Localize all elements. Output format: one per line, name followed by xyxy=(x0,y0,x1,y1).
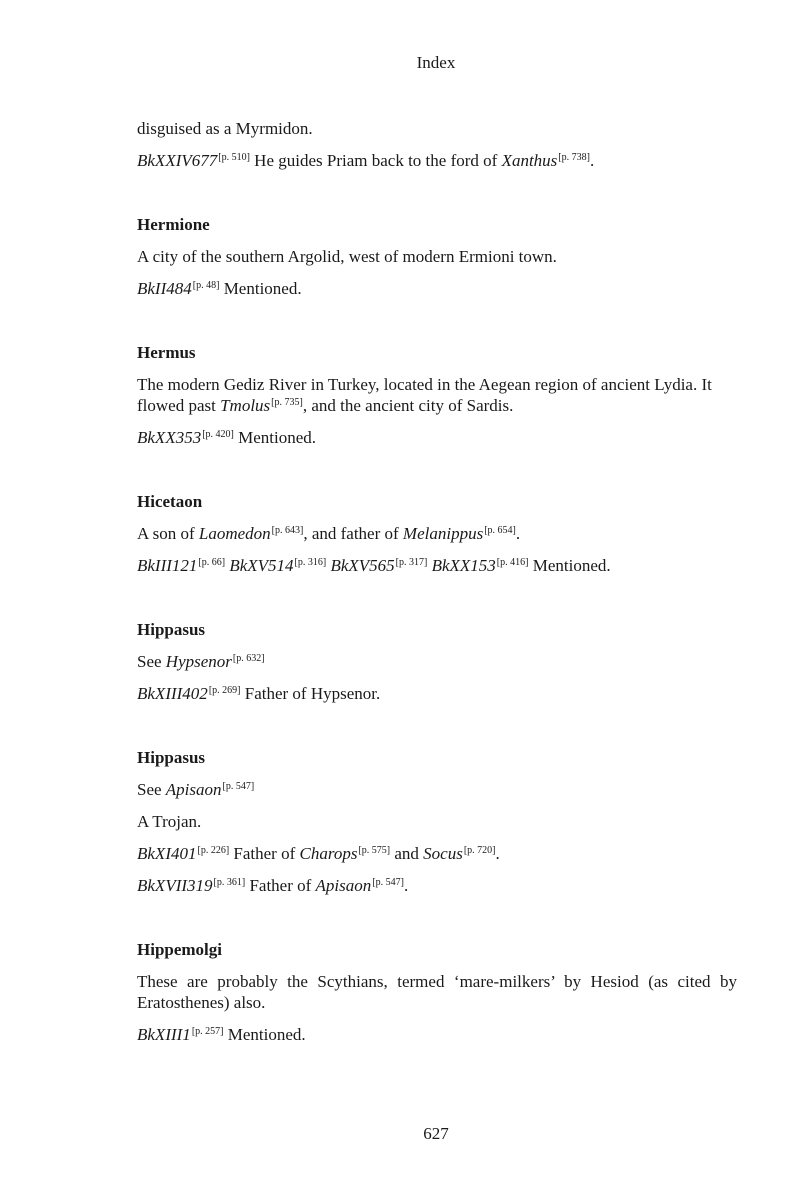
page-reference[interactable]: [p. 632] xyxy=(232,653,265,664)
page-reference[interactable]: [p. 257] xyxy=(191,1026,224,1037)
index-entry xyxy=(137,619,737,704)
entry-text: A city of the southern Argolid, west of modern Ermioni town. xyxy=(137,247,557,266)
cross-reference-link[interactable]: Socus xyxy=(423,844,463,863)
page-reference[interactable]: [p. 316] xyxy=(294,557,327,568)
cross-reference-link[interactable]: Xanthus xyxy=(501,151,558,170)
index-entry xyxy=(137,118,737,171)
entry-line xyxy=(137,683,737,704)
entry-text: , and the ancient city of Sardis. xyxy=(302,396,514,415)
index-entry xyxy=(137,342,737,448)
page-reference[interactable]: [p. 361] xyxy=(213,877,246,888)
entry-heading: Hermione xyxy=(137,215,210,234)
entry-text: Mentioned. xyxy=(233,428,317,447)
cross-reference-link[interactable]: BkXX153 xyxy=(431,556,496,575)
cross-reference-link[interactable]: BkII484 xyxy=(137,279,192,298)
page-reference[interactable]: [p. 643] xyxy=(271,525,304,536)
entry-text: Mentioned. xyxy=(219,279,302,298)
entry-text: The modern Gediz River in Turkey, located in the Aegean region of ancient Lydia. It flowed past xyxy=(137,375,712,415)
page-reference[interactable]: [p. 735] xyxy=(271,397,303,408)
cross-reference-link[interactable]: BkXX353 xyxy=(137,428,202,447)
cross-reference-link[interactable]: BkIII121 xyxy=(137,556,198,575)
page-reference[interactable]: [p. 66] xyxy=(198,557,226,568)
page-number: 627 xyxy=(423,1124,449,1143)
entry-line xyxy=(137,811,737,832)
entry-heading: Hippasus xyxy=(137,748,206,767)
entry-line xyxy=(137,427,737,448)
entry-text: . xyxy=(495,844,500,863)
page-reference[interactable]: [p. 738] xyxy=(558,152,590,163)
page-reference[interactable]: [p. 48] xyxy=(192,280,220,291)
page-reference[interactable]: [p. 654] xyxy=(484,525,516,536)
entry-text: See xyxy=(137,780,166,799)
entry-text: See xyxy=(137,652,166,671)
cross-reference-link[interactable]: BkXI401 xyxy=(137,844,197,863)
cross-reference-link[interactable]: BkXV514 xyxy=(229,556,294,575)
entry-line xyxy=(137,843,737,864)
entry-line xyxy=(137,651,737,672)
cross-reference-link[interactable]: BkXIII402 xyxy=(137,684,208,703)
cross-reference-link[interactable]: BkXV565 xyxy=(330,556,395,575)
page-reference[interactable]: [p. 547] xyxy=(372,877,404,888)
entry-text: A son of xyxy=(137,524,199,543)
cross-reference-link[interactable]: BkXXIV677 xyxy=(137,151,218,170)
entry-line xyxy=(137,875,737,896)
page-reference[interactable]: [p. 269] xyxy=(208,685,241,696)
entry-line xyxy=(137,555,737,576)
entry-line xyxy=(137,246,737,267)
cross-reference-link[interactable]: Apisaon xyxy=(165,780,222,799)
entry-text: Father of xyxy=(229,844,300,863)
entry-line xyxy=(137,523,737,544)
cross-reference-link[interactable]: BkXVII319 xyxy=(137,876,213,895)
page-reference[interactable]: [p. 510] xyxy=(218,152,250,163)
entry-line xyxy=(137,779,737,800)
cross-reference-link[interactable]: Tmolus xyxy=(220,396,271,415)
index-entry xyxy=(137,491,737,576)
entry-text: and xyxy=(390,844,424,863)
entry-line xyxy=(137,150,737,171)
entry-heading: Hicetaon xyxy=(137,492,203,511)
cross-reference-link[interactable]: Charops xyxy=(299,844,358,863)
page-header: Index xyxy=(416,53,456,72)
page-reference[interactable]: [p. 226] xyxy=(197,845,230,856)
cross-reference-link[interactable]: Melanippus xyxy=(402,524,484,543)
page-reference[interactable]: [p. 416] xyxy=(496,557,529,568)
entry-text: He guides Priam back to the ford of xyxy=(249,151,502,170)
entry-text: , and father of xyxy=(303,524,403,543)
entry-text: Father of xyxy=(245,876,316,895)
page-reference[interactable]: [p. 575] xyxy=(358,845,391,856)
entry-text: Mentioned. xyxy=(528,556,611,575)
entry-heading: Hippemolgi xyxy=(137,940,223,959)
entry-text: Father of Hypsenor. xyxy=(240,684,381,703)
cross-reference-link[interactable]: Hypsenor xyxy=(165,652,232,671)
entry-heading: Hermus xyxy=(137,343,196,362)
index-entry xyxy=(137,214,737,299)
page-reference[interactable]: [p. 420] xyxy=(202,429,234,440)
cross-reference-link[interactable]: Apisaon xyxy=(315,876,372,895)
index-content xyxy=(137,118,737,1088)
page-reference[interactable]: [p. 547] xyxy=(222,781,255,792)
entry-text: . xyxy=(403,876,409,895)
entry-heading: Hippasus xyxy=(137,620,206,639)
page-reference[interactable]: [p. 720] xyxy=(463,845,496,856)
index-entry xyxy=(137,747,737,896)
cross-reference-link[interactable]: BkXIII1 xyxy=(137,1025,191,1044)
entry-text: . xyxy=(515,524,521,543)
entry-text: A Trojan. xyxy=(137,812,202,831)
entry-text: Mentioned. xyxy=(223,1025,306,1044)
entry-text: . xyxy=(589,151,595,170)
index-entry xyxy=(137,939,737,1045)
entry-line xyxy=(137,971,737,1013)
entry-line xyxy=(137,374,737,416)
entry-text: disguised as a Myrmidon. xyxy=(137,119,313,138)
entry-line xyxy=(137,278,737,299)
entry-line xyxy=(137,1024,737,1045)
page-reference[interactable]: [p. 317] xyxy=(395,557,428,568)
entry-text: These are probably the Scythians, termed ‘mare-milkers’ by Hesiod (as cited by Eratosthenes) also. xyxy=(137,972,737,1012)
cross-reference-link[interactable]: Laomedon xyxy=(198,524,271,543)
entry-line xyxy=(137,118,737,139)
